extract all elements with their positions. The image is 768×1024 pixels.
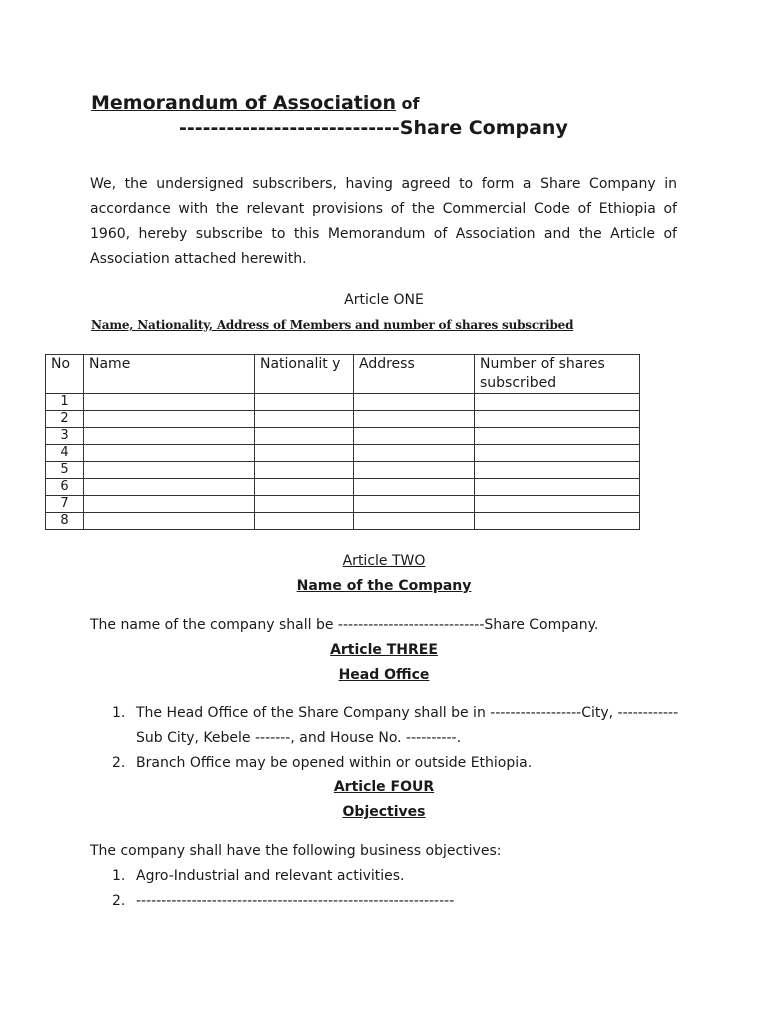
article-four-intro: The company shall have the following business objectives: xyxy=(90,843,502,859)
table-row xyxy=(46,394,640,411)
table-row xyxy=(46,462,640,479)
row-number: 7 xyxy=(46,496,84,513)
article-three-subtitle: Head Office xyxy=(338,667,430,683)
document-title xyxy=(91,92,420,114)
company-name-line: ----------------------------Share Company xyxy=(179,117,568,139)
members-table xyxy=(45,354,640,530)
article-two-subtitle: Name of the Company xyxy=(296,578,472,594)
list-number: 1. xyxy=(112,868,126,884)
table-row xyxy=(46,445,640,462)
table-row xyxy=(46,479,640,496)
header-address: Address xyxy=(354,355,475,394)
article-two-title: Article TWO xyxy=(342,553,426,569)
article-one-heading: Name, Nationality, Address of Members and number of shares subscribed xyxy=(91,318,574,332)
list-number: 2. xyxy=(112,755,126,771)
list-item-continuation: Sub City, Kebele -------, and House No. ----------. xyxy=(136,730,462,746)
table-row xyxy=(46,513,640,530)
header-no: No xyxy=(46,355,84,394)
row-number: 8 xyxy=(46,513,84,530)
table-row xyxy=(46,411,640,428)
list-number: 1. xyxy=(112,705,126,721)
article-three-title: Article THREE xyxy=(330,642,438,658)
list-text: --------------------------------------------------------------- xyxy=(136,893,455,909)
intro-paragraph: We, the undersigned subscribers, having agreed to form a Share Company in accordance with the relevant provisions of the Commercial Code of Ethiopia of 1960, hereby subscribe to this Memorandum of Association and the Article of Association attached herewith. xyxy=(90,176,677,267)
table-row xyxy=(46,496,640,513)
header-name: Name xyxy=(84,355,255,394)
row-number: 6 xyxy=(46,479,84,496)
list-text: The Head Office of the Share Company shall be in ------------------City, ------------ xyxy=(136,705,679,721)
article-one-title: Article ONE xyxy=(344,292,424,308)
row-number: 3 xyxy=(46,428,84,445)
article-four-title: Article FOUR xyxy=(333,779,435,795)
title-main: Memorandum of Association xyxy=(91,92,396,114)
article-two-text: The name of the company shall be -----------------------------Share Company. xyxy=(90,617,599,633)
list-text: Agro-Industrial and relevant activities. xyxy=(136,868,405,884)
header-nationality: Nationalit y xyxy=(255,355,354,394)
row-number: 4 xyxy=(46,445,84,462)
article-four-subtitle: Objectives xyxy=(342,804,426,820)
table-row xyxy=(46,428,640,445)
row-number: 5 xyxy=(46,462,84,479)
list-number: 2. xyxy=(112,893,126,909)
title-suffix: of xyxy=(395,94,420,113)
header-shares: Number of shares subscribed xyxy=(475,355,640,394)
row-number: 1 xyxy=(46,394,84,411)
table-header-row xyxy=(46,355,640,394)
row-number: 2 xyxy=(46,411,84,428)
list-text: Branch Office may be opened within or outside Ethiopia. xyxy=(136,755,533,771)
